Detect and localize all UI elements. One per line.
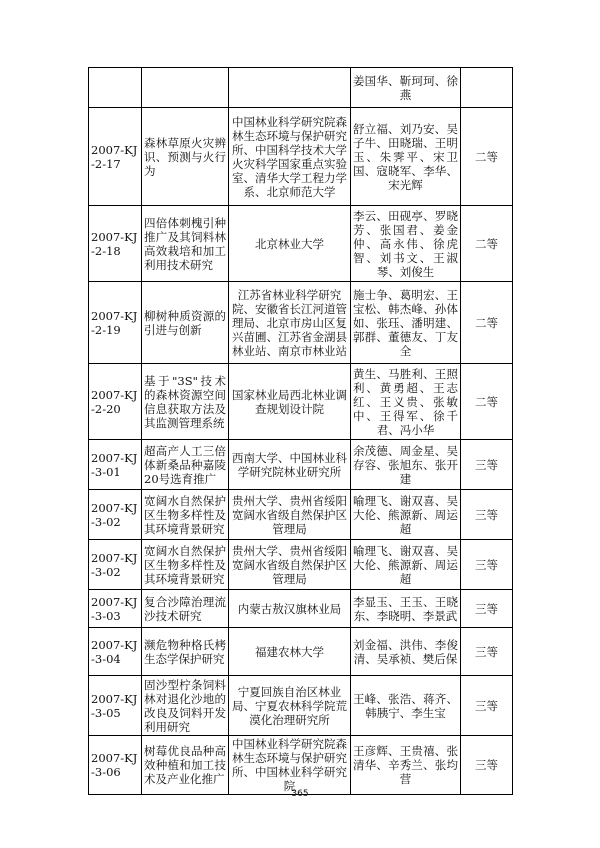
table-row [89,736,513,795]
table-row [89,590,513,628]
researchers-cell: 喻理飞、谢双喜、吴大伦、熊源新、周运超 [351,490,461,540]
table-row [89,676,513,736]
project-name-cell: 超高产人工三倍体新桑品种嘉陵20号选育推广 [142,440,229,490]
project-name-cell: 宽阔水自然保护区生物多样性及其环境背景研究 [142,540,229,590]
project-name-cell: 复合沙障治理流沙技术研究 [142,590,229,628]
award-id-cell: 2007-KJ-3-05 [89,676,142,736]
researchers-cell: 李云、田砚亭、罗晓芳、张国君、姜金仲、高永伟、徐虎智、刘书文、王淑琴、刘俊生 [351,206,461,282]
award-id-cell: 2007-KJ-3-01 [89,440,142,490]
institution-cell: 中国林业科学研究院森林生态环境与保护研究所、中国林业科学研究院 [229,736,351,795]
researchers-cell: 王彦辉、王贵禧、张清华、辛秀兰、张均营 [351,736,461,795]
project-name-cell: 森林草原火灾辨识、预测与火行为 [142,108,229,206]
table-row [89,282,513,364]
award-id-cell [89,68,142,108]
award-id-cell: 2007-KJ-3-02 [89,490,142,540]
institution-cell: 宁夏回族自治区林业局、宁夏农林科学院荒漠化治理研究所 [229,676,351,736]
award-id-cell: 2007-KJ-3-04 [89,628,142,676]
institution-cell: 西南大学、中国林业科学研究院林业研究所 [229,440,351,490]
researchers-cell: 余茂德、周金星、吴存容、张旭东、张开建 [351,440,461,490]
award-grade-cell [461,68,513,108]
award-grade-cell: 二等 [461,206,513,282]
award-grade-cell: 三等 [461,628,513,676]
institution-cell: 江苏省林业科学研究院、安徽省长江河道管理局、北京市房山区复兴苗圃、江苏省金湖县林业站、南京市林业站 [229,282,351,364]
award-grade-cell: 二等 [461,364,513,440]
table-row [89,108,513,206]
table-row [89,364,513,440]
table-row [89,206,513,282]
award-id-cell: 2007-KJ-2-20 [89,364,142,440]
award-id-cell: 2007-KJ-3-03 [89,590,142,628]
award-grade-cell: 三等 [461,540,513,590]
project-name-cell: 四倍体刺槐引种推广及其饲料林高效栽培和加工利用技术研究 [142,206,229,282]
award-id-cell: 2007-KJ-3-02 [89,540,142,590]
institution-cell: 贵州大学、贵州省绥阳宽阔水省级自然保护区管理局 [229,540,351,590]
institution-cell [229,68,351,108]
project-name-cell: 宽阔水自然保护区生物多样性及其环境背景研究 [142,490,229,540]
awards-table-body [89,68,513,795]
researchers-cell: 李显玉、王玉、王晓东、李晓明、李景武 [351,590,461,628]
researchers-cell: 刘金福、洪伟、李俊清、吴承祯、樊后保 [351,628,461,676]
researchers-cell: 王峰、张浩、蒋齐、韩胰宁、李生宝 [351,676,461,736]
researchers-cell: 喻理飞、谢双喜、吴大伦、熊源新、周运超 [351,540,461,590]
award-grade-cell: 三等 [461,590,513,628]
awards-table [88,67,513,795]
award-grade-cell: 三等 [461,490,513,540]
institution-cell: 中国林业科学研究院森林生态环境与保护研究所、中国科学技术大学火灾科学国家重点实验室、清华大学工程力学系、北京师范大学 [229,108,351,206]
project-name-cell: 基于"3S"技术的森林资源空间信息获取方法及其监测管理系统 [142,364,229,440]
award-grade-cell: 三等 [461,440,513,490]
award-grade-cell: 三等 [461,736,513,795]
table-row [89,440,513,490]
award-id-cell: 2007-KJ-2-17 [89,108,142,206]
project-name-cell: 濒危物种格氏栲生态学保护研究 [142,628,229,676]
researchers-cell: 姜国华、靳珂珂、徐燕 [351,68,461,108]
table-row [89,68,513,108]
project-name-cell: 固沙型柠条饲料林对退化沙地的改良及饲料开发利用研究 [142,676,229,736]
table-row [89,490,513,540]
award-id-cell: 2007-KJ-2-18 [89,206,142,282]
institution-cell: 国家林业局西北林业调查规划设计院 [229,364,351,440]
researchers-cell: 施士争、葛明宏、王宝松、韩杰峰、孙体如、张珏、潘明建、郭群、董德友、丁友全 [351,282,461,364]
award-grade-cell: 二等 [461,108,513,206]
award-grade-cell: 二等 [461,282,513,364]
award-grade-cell: 三等 [461,676,513,736]
table-row [89,540,513,590]
table-row [89,628,513,676]
institution-cell: 北京林业大学 [229,206,351,282]
project-name-cell [142,68,229,108]
page-number: 365 [291,789,309,799]
researchers-cell: 黄生、马胜利、王照利、黄勇超、王志红、王义贵、张敏中、王得军、徐千君、冯小华 [351,364,461,440]
project-name-cell: 柳树种质资源的引进与创新 [142,282,229,364]
institution-cell: 内蒙古敖汉旗林业局 [229,590,351,628]
institution-cell: 贵州大学、贵州省绥阳宽阔水省级自然保护区管理局 [229,490,351,540]
institution-cell: 福建农林大学 [229,628,351,676]
award-id-cell: 2007-KJ-2-19 [89,282,142,364]
award-id-cell: 2007-KJ-3-06 [89,736,142,795]
researchers-cell: 舒立福、刘乃安、吴子牛、田晓瑞、王明玉、朱霁平、宋卫国、寇晓军、李华、宋光辉 [351,108,461,206]
project-name-cell: 树莓优良品种高效种植和加工技术及产业化推广 [142,736,229,795]
